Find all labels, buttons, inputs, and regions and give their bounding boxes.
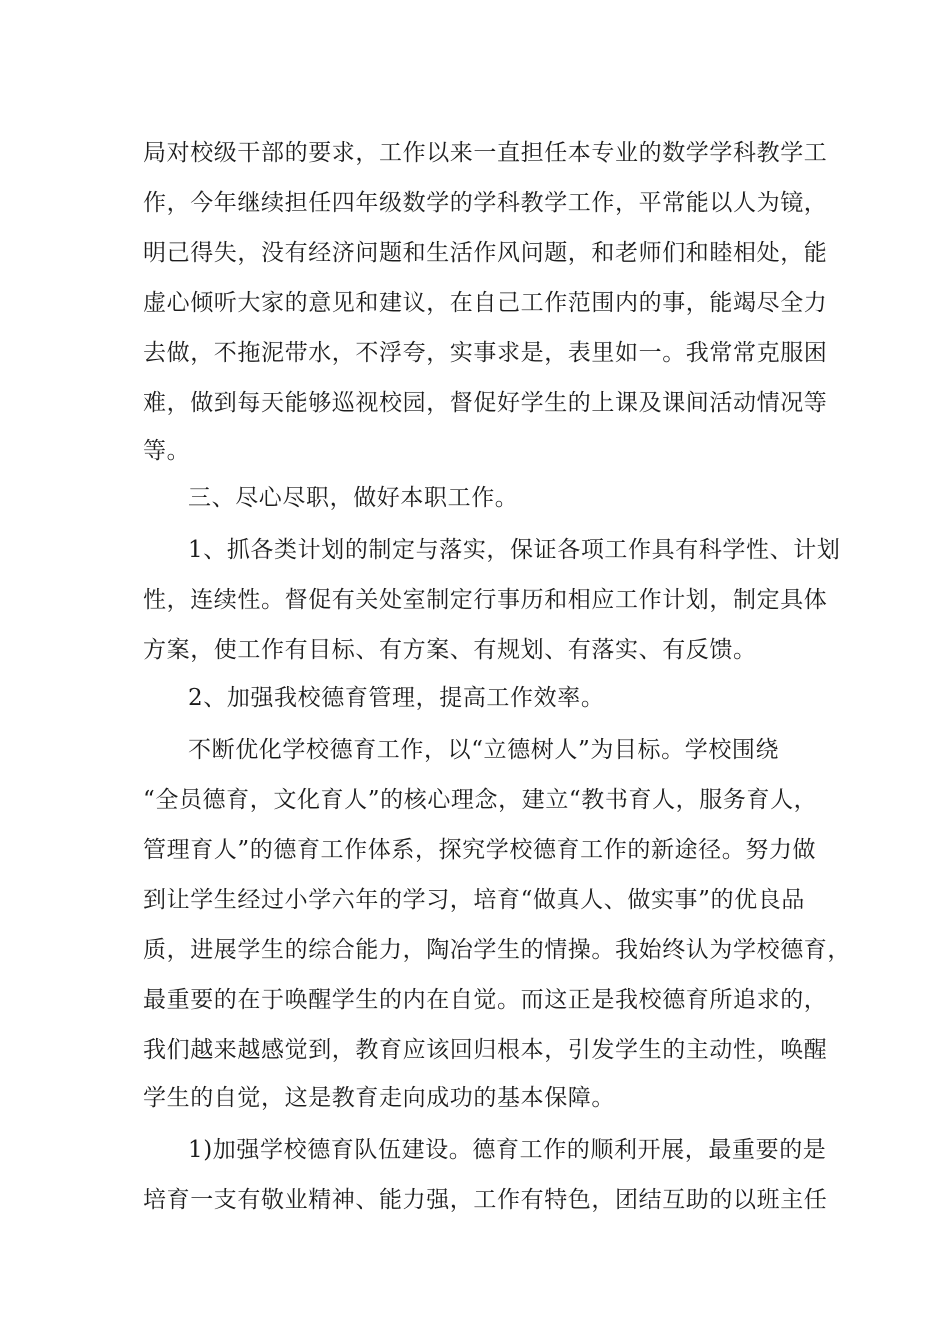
text-line: 1、抓各类计划的制定与落实，保证各项工作具有科学性、计划: [188, 537, 841, 563]
text-line: 局对校级干部的要求，工作以来一直担任本专业的数学学科教学工: [143, 140, 828, 166]
section-heading: 三、尽心尽职，做好本职工作。: [188, 485, 519, 511]
subsection-heading: 2、加强我校德育管理，提高工作效率。: [188, 685, 605, 711]
text-line: 去做，不拖泥带水，不浮夸，实事求是，表里如一。我常常克服困: [143, 340, 828, 366]
text-line: 难，做到每天能够巡视校园，督促好学生的上课及课间活动情况等: [143, 390, 828, 416]
text-line: 虚心倾听大家的意见和建议，在自己工作范围内的事，能竭尽全力: [143, 290, 828, 316]
text-line: 1)加强学校德育队伍建设。德育工作的顺利开展，最重要的是: [188, 1137, 827, 1163]
text-line: 到让学生经过小学六年的学习，培育“做真人、做实事”的优良品: [143, 887, 805, 913]
text-line: 性，连续性。督促有关处室制定行事历和相应工作计划，制定具体: [143, 587, 828, 613]
text-line: 培育一支有敬业精神、能力强，工作有特色，团结互助的以班主任: [143, 1187, 828, 1213]
text-line: 学生的自觉，这是教育走向成功的基本保障。: [143, 1085, 615, 1111]
text-line: 质，进展学生的综合能力，陶冶学生的情操。我始终认为学校德育，: [143, 937, 851, 963]
text-line: 作，今年继续担任四年级数学的学科教学工作，平常能以人为镜，: [143, 190, 828, 216]
text-line: 我们越来越感觉到，教育应该回归根本，引发学生的主动性，唤醒: [143, 1037, 828, 1063]
text-line: “全员德育，文化育人”的核心理念，建立“教书育人，服务育人，: [143, 787, 818, 813]
text-line: 最重要的在于唤醒学生的内在自觉。而这正是我校德育所追求的，: [143, 987, 828, 1013]
text-line: 不断优化学校德育工作，以“立德树人”为目标。学校围绕: [188, 737, 780, 763]
text-line: 管理育人”的德育工作体系，探究学校德育工作的新途径。努力做: [143, 837, 817, 863]
text-line: 等。: [143, 438, 191, 464]
text-line: 明己得失，没有经济问题和生活作风问题，和老师们和睦相处，能: [143, 240, 828, 266]
text-line: 方案，使工作有目标、有方案、有规划、有落实、有反馈。: [143, 637, 757, 663]
